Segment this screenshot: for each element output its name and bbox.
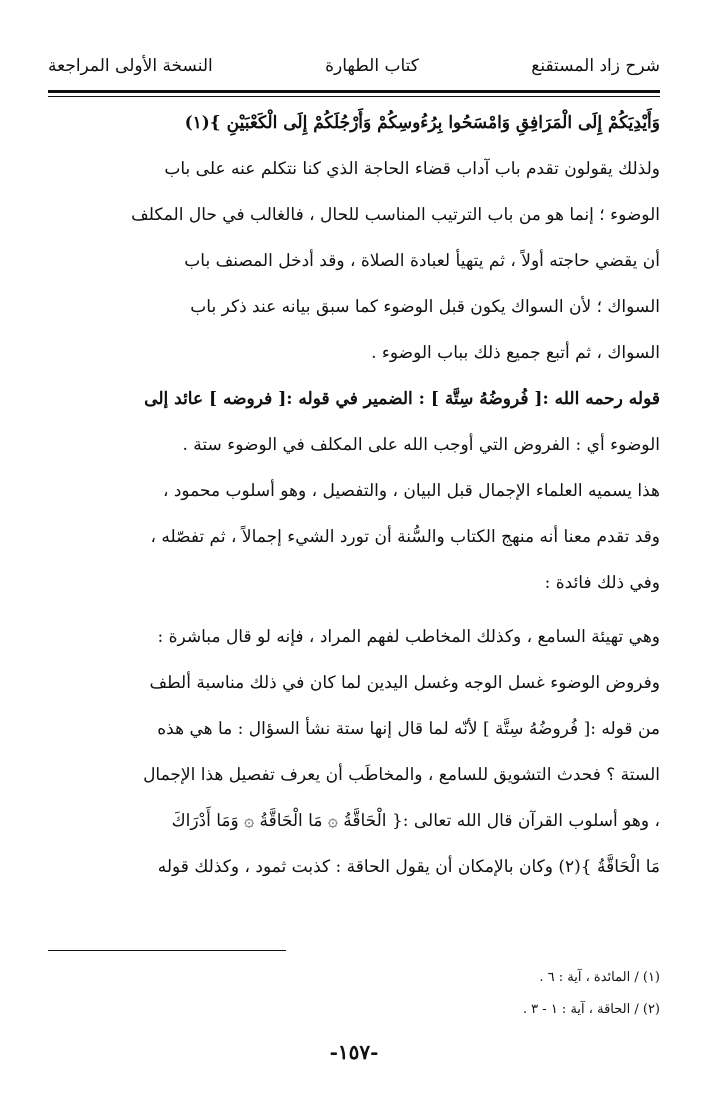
text-line: الوضوء ؛ إنما هو من باب الترتيب المناسب للحال ، فالغالب في حال المكلف [131,205,660,225]
text-line: الوضوء أي : الفروض التي أوجب الله على المكلف في الوضوء ستة . [182,435,660,455]
header-chapter-title: كتاب الطهارة [325,56,419,76]
text-line: مَا الْحَاقَّةُ }(٢) وكان بالإمكان أن يقول الحاقة : كذبت ثمود ، وكذلك قوله [157,857,660,877]
text-line: السواك ، ثم أتبع جميع ذلك بباب الوضوء . [371,343,660,363]
text-line: وهي تهيئة السامع ، وكذلك المخاطب لفهم المراد ، فإنه لو قال مباشرة : [157,627,660,647]
text-line: من قوله :[ فُروضُهُ سِتَّة ] لأنّه لما قال إنها ستة نشأ السؤال : ما هي هذه [157,719,660,739]
footnote-rule [48,950,286,951]
text-line: ، وهو أسلوب القرآن قال الله تعالى :{ الْحَاقَّةُ ۞ مَا الْحَاقَّةُ ۞ وَمَا أَدْرَاكَ [171,811,660,831]
text-line: السواك ؛ لأن السواك يكون قبل الوضوء كما سبق بيانه عند ذكر باب [190,297,660,317]
text-line: وفي ذلك فائدة : [544,573,660,593]
page-header [48,46,660,86]
body-text [50,100,660,890]
text-line: أن يقضي حاجته أولاً ، ثم يتهيأ لعبادة الصلاة ، وقد أدخل المصنف باب [184,251,660,271]
footnote: (٢) / الحاقة ، آية : ١ - ٣ . [522,1002,660,1017]
page-number: -١٥٧- [329,1040,379,1064]
text-line: ولذلك يقولون تقدم باب آداب قضاء الحاجة الذي كنا نتكلم عنه على باب [164,159,660,179]
footnotes [48,962,660,1026]
text-line: الستة ؟ فحدث التشويق للسامع ، والمخاطَب أن يعرف تفصيل هذا الإجمال [143,765,660,785]
text-line: وفروض الوضوء غسل الوجه وغسل اليدين لما كان في ذلك مناسبة ألطف [149,673,660,693]
footnote: (١) / المائدة ، آية : ٦ . [539,970,660,985]
header-book-title: شرح زاد المستقنع [531,56,660,76]
text-line: هذا يسميه العلماء الإجمال قبل البيان ، والتفصيل ، وهو أسلوب محمود ، [162,481,660,501]
header-rule-thick [48,90,660,93]
header-edition-note: النسخة الأولى المراجعة [48,56,213,76]
text-line: وقد تقدم معنا أنه منهج الكتاب والسُّنة أن تورد الشيء إجمالاً ، ثم تفصّله ، [150,527,660,547]
text-line: قوله رحمه الله :[ فُروضُهُ سِتَّة ] : الضمير في قوله :[ فروضه ] عائد إلى [144,389,660,409]
text-line: وَأَيْدِيَكُمْ إِلَى الْمَرَافِقِ وَامْسَحُوا بِرُءُوسِكُمْ وَأَرْجُلَكُمْ إِلَى الْكَعْبَيْنِ }(١) [184,113,660,133]
header-rule-thin [48,96,660,97]
